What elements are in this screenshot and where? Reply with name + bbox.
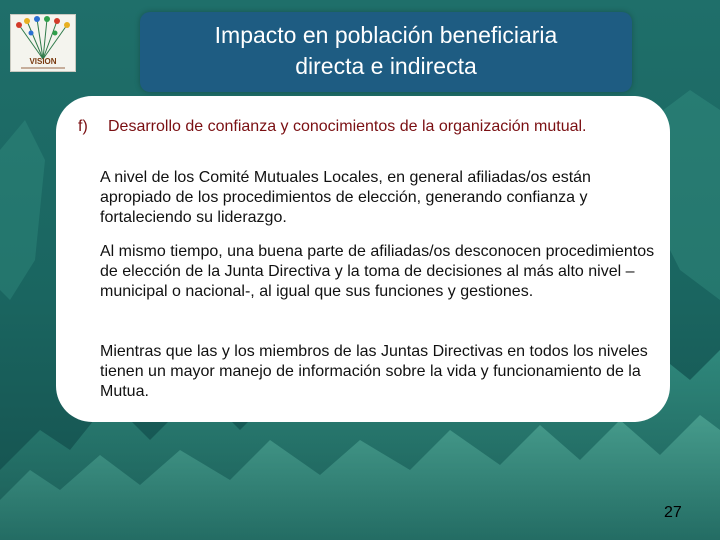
title-box — [140, 12, 632, 92]
section-heading — [78, 117, 638, 137]
vision-logo — [10, 14, 76, 72]
paragraph-2: Al mismo tiempo, una buena parte de afiliadas/os desconocen procedimientos de elección de la Junta Directiva y la toma de decisiones al más alto nivel – municipal o nacional-, al igual que sus funciones y gestiones. — [100, 243, 655, 300]
vision-logo-icon — [11, 15, 75, 71]
page-title — [140, 20, 632, 82]
page-number: 27 — [664, 504, 682, 521]
heading-letter: f) — [78, 118, 88, 135]
paragraph-1: A nivel de los Comité Mutuales Locales, en general afiliadas/os están apropiado de los procedimientos de elección, generando confianza y fortaleciendo su liderazgo. — [100, 169, 591, 226]
title-line-1: Impacto en población beneficiaria — [214, 22, 558, 48]
heading-text: Desarrollo de confianza y conocimientos de la organización mutual. — [108, 118, 587, 135]
title-line-2: directa e indirecta — [295, 53, 477, 79]
paragraph-3: Mientras que las y los miembros de las Juntas Directivas en todos los niveles tienen un mayor manejo de información sobre la vida y funcionamiento de la Mutua. — [100, 343, 648, 400]
svg-text:VISION: VISION — [29, 57, 57, 66]
content-panel — [56, 96, 670, 422]
